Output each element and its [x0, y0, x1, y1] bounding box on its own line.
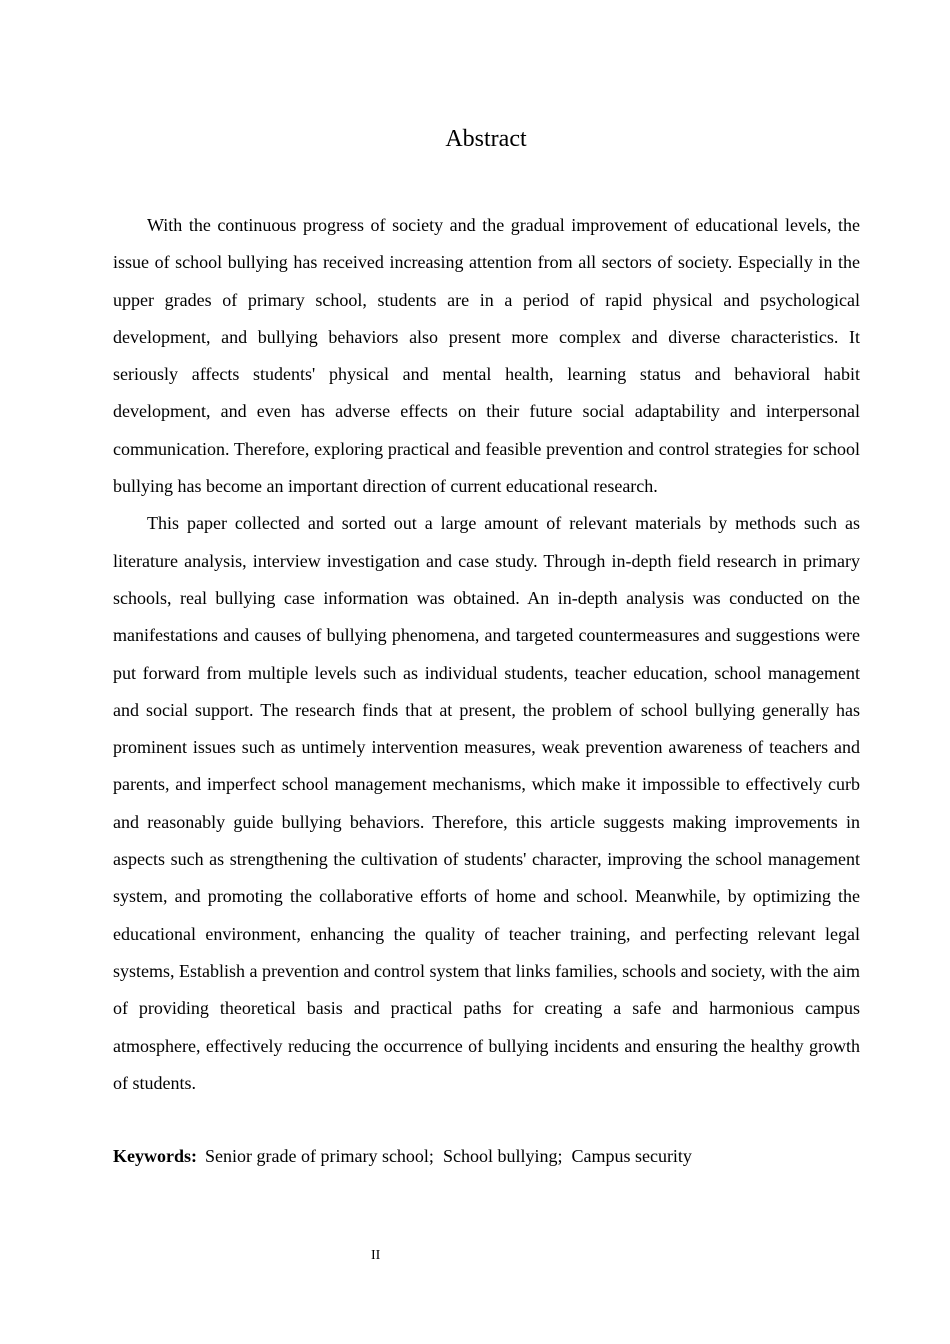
keyword-item: Campus security: [571, 1146, 692, 1166]
keywords-separator: :: [191, 1146, 197, 1166]
keyword-item: School bullying;: [442, 1146, 563, 1166]
page-title: Abstract: [445, 126, 527, 152]
abstract-body: [113, 207, 860, 1102]
abstract-paragraph-2: This paper collected and sorted out a large amount of relevant materials by methods such as literature analysis, interview investigation and case study. Through in-depth field research in primary schools, real bullying case information was obtained. An in-depth analysis was conducted on the manifestations and causes of bullying phenomena, and targeted countermeasures and suggestions were put forward from multiple levels such as individual students, teacher education, school management and social support. The research finds that at present, the problem of school bullying generally has prominent issues such as untimely intervention measures, weak prevention awareness of teachers and parents, and imperfect school management mechanisms, which make it impossible to effectively curb and reasonably guide bullying behaviors. Therefore, this article suggests making improvements in aspects such as strengthening the cultivation of students' character, improving the school management system, and promoting the collaborative efforts of home and school. Meanwhile, by optimizing the educational environment, enhancing the quality of teacher training, and perfecting relevant legal systems, Establish a prevention and control system that links families, schools and society, with the aim of providing theoretical basis and practical paths for creating a safe and harmonious campus atmosphere, effectively reducing the occurrence of bullying incidents and ensuring the healthy growth of students.: [113, 513, 860, 1093]
keywords-label: Keywords: [113, 1146, 191, 1166]
abstract-paragraph-1: With the continuous progress of society and the gradual improvement of educational levels, the issue of school bullying has received increasing attention from all sectors of society. Especially in the upper grades of primary school, students are in a period of rapid physical and psychological development, and bullying behaviors also present more complex and diverse characteristics. It seriously affects students' physical and mental health, learning status and behavioral habit development, and even has adverse effects on their future social adaptability and interpersonal communication. Therefore, exploring practical and feasible prevention and control strategies for school bullying has become an important direction of current educational research.: [113, 215, 860, 497]
keywords-line: [113, 1141, 692, 1171]
page-number: II: [371, 1248, 381, 1263]
keyword-item: Senior grade of primary school;: [205, 1146, 434, 1166]
